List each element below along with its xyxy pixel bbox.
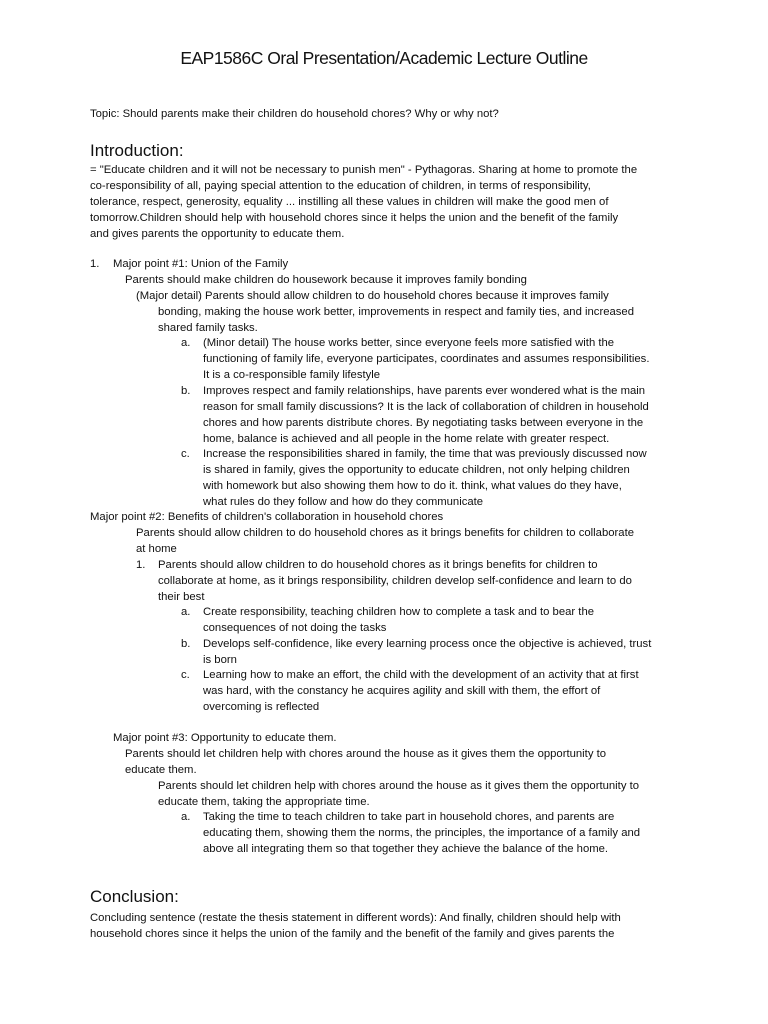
point1-minor-b-line: home, balance is achieved and all people in the home relate with greater respect. <box>203 433 610 445</box>
point1-minor-b-line: Improves respect and family relationships, have parents ever wondered what is the main <box>203 385 646 397</box>
point3-detail-line: Parents should let children help with chores around the house as it gives them the opportunity to <box>158 780 640 792</box>
point2-minor-a-marker: a. <box>181 606 191 618</box>
point2-minor-c-line: overcoming is reflected <box>203 701 320 713</box>
point3-minor-a-line: above all integrating them so that together they achieve the balance of the home. <box>203 843 609 855</box>
point2-minor-c-marker: c. <box>181 669 190 681</box>
topic-line: Topic: Should parents make their children do household chores? Why or why not? <box>90 108 499 120</box>
point3-minor-a-marker: a. <box>181 811 191 823</box>
point1-detail-line: (Major detail) Parents should allow children to do household chores because it improves family <box>136 290 609 302</box>
point2-main-line: Parents should allow children to do household chores as it brings benefits for children to collaborate <box>136 527 634 539</box>
point2-detail-line: their best <box>158 591 205 603</box>
point1-minor-c-line: is shared in family, gives the opportunity to educate children, not only helping children <box>203 464 630 476</box>
point3-minor-a-line: Taking the time to teach children to take part in household chores, and parents are <box>203 811 615 823</box>
point3-main-line: Parents should let children help with chores around the house as it gives them the opportunity to <box>125 748 607 760</box>
point1-minor-c-marker: c. <box>181 448 190 460</box>
conclusion-line: household chores since it helps the union of the family and the benefit of the family and gives parents the <box>90 928 615 940</box>
point1-minor-c-line: with homework but also showing them how to do it. think, what values do they have, <box>203 480 622 492</box>
point1-minor-b-line: reason for small family discussions? It is the lack of collaboration of children in household <box>203 401 649 413</box>
point2-detail-line: collaborate at home, as it brings responsibility, children develop self-confidence and learn to do <box>158 575 632 587</box>
point1-minor-b-marker: b. <box>181 385 191 397</box>
point2-minor-a-line: consequences of not doing the tasks <box>203 622 387 634</box>
point2-minor-b-marker: b. <box>181 638 191 650</box>
point2-detail-number: 1. <box>136 559 146 571</box>
intro-line: = "Educate children and it will not be necessary to punish men" - Pythagoras. Sharing at home to promote the <box>90 164 638 176</box>
conclusion-line: Concluding sentence (restate the thesis statement in different words): And finally, children should help with <box>90 912 621 924</box>
intro-line: tomorrow.Children should help with household chores since it helps the union and the benefit of the family <box>90 212 619 224</box>
point1-detail-line: shared family tasks. <box>158 322 258 334</box>
point1-detail-line: bonding, making the house work better, improvements in respect and family ties, and increased <box>158 306 634 318</box>
point1-minor-a-line: (Minor detail) The house works better, since everyone feels more satisfied with the <box>203 337 615 349</box>
point2-minor-c-line: was hard, with the constancy he acquires agility and skill with them, the effort of <box>203 685 601 697</box>
point2-minor-b-line: Develops self-confidence, like every learning process once the objective is achieved, trust <box>203 638 652 650</box>
introduction-heading: Introduction: <box>90 141 184 160</box>
point1-main: Parents should make children do housework because it improves family bonding <box>125 274 527 286</box>
point1-title: Major point #1: Union of the Family <box>113 258 289 270</box>
point2-minor-b-line: is born <box>203 654 237 666</box>
point2-title: Major point #2: Benefits of children's collaboration in household chores <box>90 511 444 523</box>
point3-detail-line: educate them, taking the appropriate time. <box>158 796 370 808</box>
point1-minor-c-line: Increase the responsibilities shared in family, the time that was previously discussed now <box>203 448 647 460</box>
conclusion-heading: Conclusion: <box>90 887 179 906</box>
point2-minor-c-line: Learning how to make an effort, the child with the development of an activity that at first <box>203 669 639 681</box>
point3-title: Major point #3: Opportunity to educate them. <box>113 732 337 744</box>
intro-line: co-responsibility of all, paying special attention to the education of children, in terms of responsibility, <box>90 180 591 192</box>
intro-line: tolerance, respect, generosity, equality ... instilling all these values in children will make the good men of <box>90 196 609 208</box>
point1-minor-a-line: functioning of family life, everyone participates, coordinates and assumes responsibilities. <box>203 353 650 365</box>
point1-number: 1. <box>90 258 100 270</box>
point1-minor-a-marker: a. <box>181 337 191 349</box>
point3-minor-a-line: educating them, showing them the norms, the principles, the importance of a family and <box>203 827 641 839</box>
point2-main-line: at home <box>136 543 177 555</box>
point1-minor-b-line: chores and how parents distribute chores. By negotiating tasks between everyone in the <box>203 417 644 429</box>
point1-minor-c-line: what rules do they follow and how do they communicate <box>203 496 484 508</box>
page-title: EAP1586C Oral Presentation/Academic Lecture Outline <box>180 48 588 68</box>
intro-line: and gives parents the opportunity to educate them. <box>90 228 345 240</box>
point3-main-line: educate them. <box>125 764 197 776</box>
point2-detail-line: Parents should allow children to do household chores as it brings benefits for children to <box>158 559 598 571</box>
point1-minor-a-line: It is a co-responsible family lifestyle <box>203 369 381 381</box>
point2-minor-a-line: Create responsibility, teaching children how to complete a task and to bear the <box>203 606 595 618</box>
